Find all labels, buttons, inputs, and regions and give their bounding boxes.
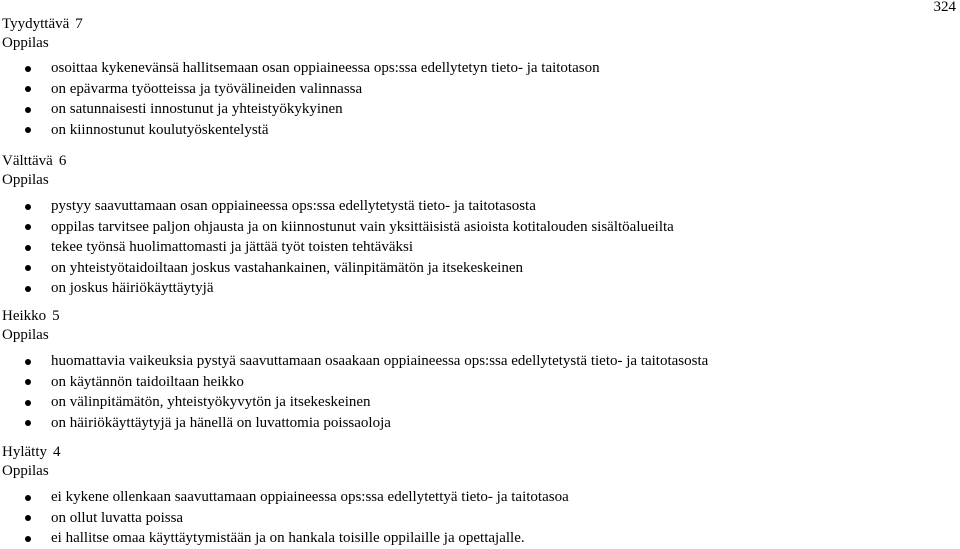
list-item	[2, 196, 960, 217]
bullet-icon	[25, 400, 31, 406]
bullet-icon	[25, 86, 31, 92]
grade-section-tyydyttava	[2, 15, 960, 140]
grade-name: Hylätty	[2, 444, 47, 460]
grade-section-heikko	[2, 307, 960, 433]
page-number: 324	[933, 0, 956, 15]
list-item	[2, 528, 960, 549]
list-item	[2, 58, 960, 79]
subject-label: Oppilas	[2, 327, 49, 343]
bullet-icon	[25, 515, 31, 521]
list-item-text: tekee työnsä huolimattomasti ja jättää työt toisten tehtäväksi	[51, 239, 413, 255]
list-item	[2, 237, 960, 258]
list-item-text: on välinpitämätön, yhteistyökyvytön ja itsekeskeinen	[51, 394, 371, 410]
criteria-list	[2, 58, 960, 140]
list-item-text: oppilas tarvitsee paljon ohjausta ja on kiinnostunut vain yksittäisistä asioista kotitalouden sisältöalueilta	[51, 218, 674, 235]
bullet-icon	[25, 107, 31, 113]
list-item-text: on käytännön taidoiltaan heikko	[51, 373, 244, 390]
bullet-icon	[25, 127, 31, 133]
list-item	[2, 120, 960, 141]
list-item-text: on häiriökäyttäytyjä ja hänellä on luvattomia poissaoloja	[51, 414, 391, 431]
grade-heading	[2, 152, 960, 171]
grade-heading	[2, 307, 960, 326]
subject-label: Oppilas	[2, 463, 49, 479]
list-item-text: on ollut luvatta poissa	[51, 509, 184, 526]
list-item	[2, 487, 960, 508]
grade-name: Tyydyttävä	[2, 16, 70, 32]
criteria-list	[2, 351, 960, 433]
list-item	[2, 413, 960, 434]
bullet-icon	[25, 286, 31, 292]
grade-name: Välttävä	[2, 153, 53, 169]
bullet-icon	[25, 536, 31, 542]
bullet-icon	[25, 495, 31, 501]
list-item-text: ei hallitse omaa käyttäytymistään ja on hankala toisille oppilaille ja opettajalle.	[51, 530, 525, 546]
bullet-icon	[25, 245, 31, 251]
grade-score: 7	[75, 16, 83, 32]
bullet-icon	[25, 204, 31, 210]
list-item-text: on yhteistyötaidoiltaan joskus vastahankainen, välinpitämätön ja itsekeskeinen	[51, 259, 523, 276]
bullet-icon	[25, 359, 31, 365]
bullet-icon	[25, 265, 31, 271]
subject-label: Oppilas	[2, 35, 49, 51]
list-item	[2, 79, 960, 100]
list-item-text: on kiinnostunut koulutyöskentelystä	[51, 121, 269, 138]
grade-name: Heikko	[2, 308, 47, 324]
list-item-text: ei kykene ollenkaan saavuttamaan oppiaineessa ops:ssa edellytettyä tieto- ja taitotasoa	[51, 489, 569, 505]
list-item-text: on epävarma työotteissa ja työvälineiden valinnassa	[51, 80, 363, 97]
grade-heading	[2, 15, 960, 34]
list-item	[2, 278, 960, 299]
grade-section-hylatty	[2, 443, 960, 549]
list-item-text: pystyy saavuttamaan osan oppiaineessa ops:ssa edellytetystä tieto- ja taitotasosta	[51, 198, 536, 214]
grade-section-valttava	[2, 152, 960, 299]
list-item-text: huomattavia vaikeuksia pystyä saavuttamaan osaakaan oppiaineessa ops:ssa edellytetystä tieto- ja taitotasosta	[51, 353, 709, 369]
bullet-icon	[25, 379, 31, 385]
list-item	[2, 258, 960, 279]
subject-label: Oppilas	[2, 172, 49, 188]
list-item	[2, 508, 960, 529]
grade-heading	[2, 443, 960, 462]
list-item-text: on satunnaisesti innostunut ja yhteistyökykyinen	[51, 101, 343, 117]
list-item	[2, 217, 960, 238]
criteria-list	[2, 487, 960, 549]
bullet-icon	[25, 420, 31, 426]
list-item	[2, 351, 960, 372]
grade-score: 5	[52, 308, 60, 324]
criteria-list	[2, 196, 960, 299]
grade-score: 6	[58, 153, 67, 169]
list-item	[2, 392, 960, 413]
list-item-text: osoittaa kykenevänsä hallitsemaan osan oppiaineessa ops:ssa edellytetyn tieto- ja taitotason	[51, 60, 600, 76]
grade-score: 4	[53, 444, 61, 460]
list-item	[2, 372, 960, 393]
bullet-icon	[25, 224, 31, 230]
bullet-icon	[25, 66, 31, 72]
list-item	[2, 99, 960, 120]
list-item-text: on joskus häiriökäyttäytyjä	[51, 280, 214, 296]
